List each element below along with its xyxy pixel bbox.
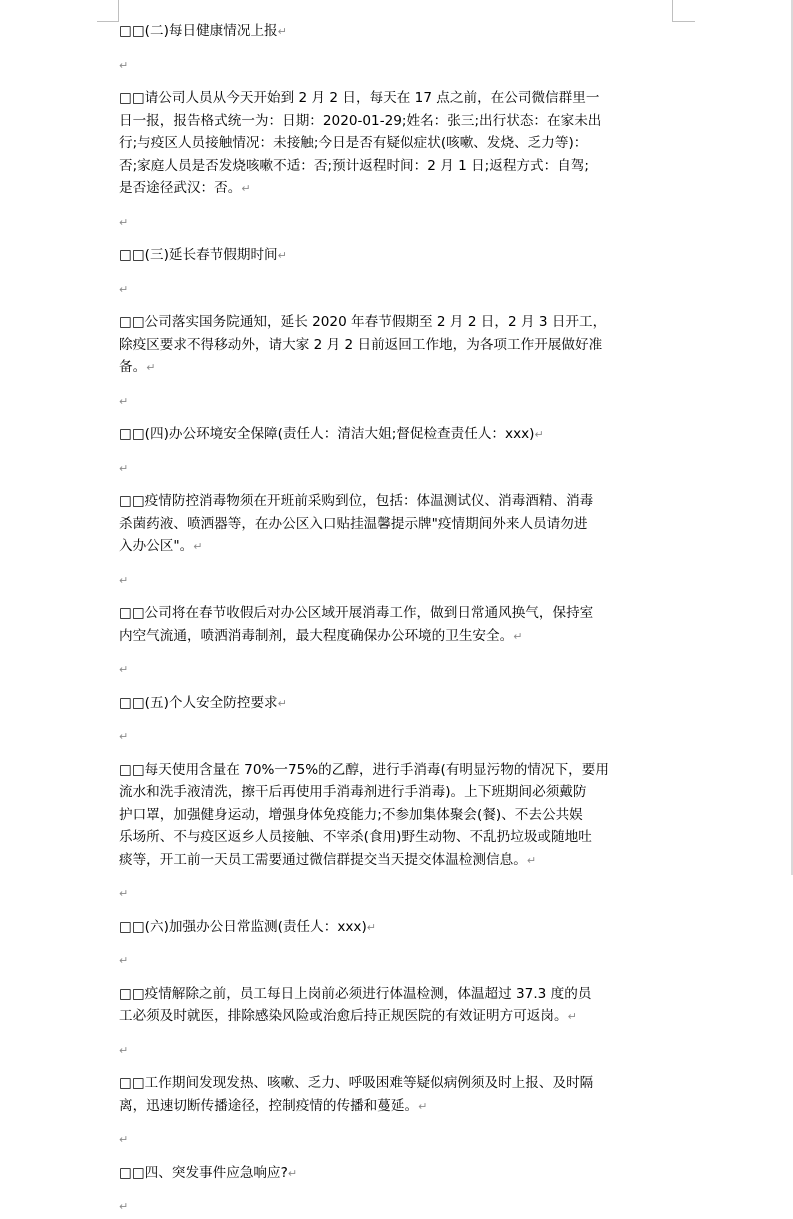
- line-text: □□四、突发事件应急响应?: [119, 1164, 288, 1181]
- paragraph-mark-icon: ↵: [277, 25, 287, 38]
- empty-paragraph: [119, 1195, 679, 1218]
- text-line: [119, 1039, 679, 1062]
- document-body[interactable]: [119, 20, 679, 1218]
- paragraph-spacing: [119, 200, 679, 211]
- text-line: [119, 781, 679, 804]
- line-text: □□(五)个人安全防控要求: [119, 694, 278, 711]
- paragraph-mark-icon: ↵: [146, 361, 156, 374]
- paragraph-mark-icon: ↵: [366, 920, 376, 934]
- paragraph-spacing: [119, 1151, 679, 1162]
- paragraph-mark-icon: ↵: [119, 573, 129, 587]
- paragraph-spacing: [119, 714, 679, 725]
- line-text: □□疫情防控消毒物须在开班前采购到位，包括：体温测试仪、消毒酒精、消毒: [119, 493, 594, 509]
- text-line: [119, 54, 679, 77]
- paragraph-mark-icon: ↵: [119, 215, 129, 229]
- text-line: [119, 1195, 679, 1218]
- text-line: [119, 1128, 679, 1151]
- paragraph-spacing: [119, 1028, 679, 1039]
- paragraph-spacing: [119, 681, 679, 692]
- paragraph-spacing: [119, 1184, 679, 1195]
- paragraph-spacing: [119, 558, 679, 569]
- text-line: [119, 244, 679, 267]
- line-text: 杀菌药液、喷洒器等，在办公区入口贴挂温馨提示牌"疫情期间外来人员请勿进: [119, 515, 588, 532]
- text-line: [119, 211, 679, 234]
- text-line: [119, 882, 679, 905]
- text-line: [119, 658, 679, 681]
- paragraph-spacing: [119, 479, 679, 490]
- text-line: [119, 826, 679, 849]
- empty-paragraph: [119, 882, 679, 905]
- text-line: [119, 849, 679, 872]
- paragraph-mark-icon: ↵: [193, 540, 203, 553]
- paragraph-spacing: [119, 938, 679, 949]
- line-text: 行;与疫区人员接触情况：未接触;今日是否有疑似症状(咳嗽、发烧、乏力等)：: [119, 135, 588, 151]
- line-text: 流水和洗手液清洗，擦干后再使用手消毒剂进行手消毒)。上下班期间必须戴防: [119, 784, 587, 800]
- paragraph-mark-icon: ↵: [241, 182, 251, 195]
- line-text: □□公司将在春节收假后对办公区域开展消毒工作，做到日常通风换气，保持室: [119, 605, 594, 621]
- text-line: [119, 535, 679, 558]
- paragraph-spacing: [119, 233, 679, 244]
- text-line: [119, 1162, 679, 1185]
- text-line: [119, 1005, 679, 1028]
- paragraph-spacing: [119, 76, 679, 87]
- line-text: □□请公司人员从今天开始到 2 月 2 日，每天在 17 点之前，在公司微信群里一: [119, 90, 600, 106]
- paragraph: [119, 490, 679, 558]
- paragraph-spacing: [119, 267, 679, 278]
- paragraph-mark-icon: ↵: [119, 394, 129, 408]
- text-line: [119, 949, 679, 972]
- text-line: [119, 692, 679, 715]
- paragraph-spacing: [119, 43, 679, 54]
- margin-corner-right-vertical: [672, 0, 673, 22]
- line-text: □□疫情解除之前，员工每日上岗前必须进行体温检测，体温超过 37.3 度的员: [119, 985, 592, 1002]
- paragraph-mark-icon: ↵: [277, 696, 287, 710]
- paragraph: [119, 311, 679, 379]
- paragraph-mark-icon: ↵: [119, 663, 129, 676]
- paragraph: [119, 692, 679, 715]
- paragraph-spacing: [119, 591, 679, 602]
- paragraph-mark-icon: ↵: [418, 1099, 428, 1113]
- text-line: [119, 1072, 679, 1095]
- paragraph-spacing: [119, 748, 679, 759]
- line-text: 护口罩，加强健身运动，增强身体免疫能力;不参加集体聚会(餐)、不去公共娱: [119, 806, 583, 823]
- text-line: [119, 513, 679, 536]
- empty-paragraph: [119, 949, 679, 972]
- text-line: [119, 1095, 679, 1118]
- paragraph-mark-icon: ↵: [119, 954, 129, 967]
- text-line: [119, 983, 679, 1006]
- text-line: [119, 390, 679, 413]
- empty-paragraph: [119, 457, 679, 480]
- paragraph: [119, 244, 679, 267]
- paragraph-spacing: [119, 446, 679, 457]
- text-line: [119, 87, 679, 110]
- line-text: 痰等，开工前一天员工需要通过微信群提交当天提交体温检测信息。: [119, 851, 527, 868]
- empty-paragraph: [119, 278, 679, 301]
- line-text: □□每天使用含量在 70%一75%的乙醇，进行手消毒(有明显污物的情况下，要用: [119, 761, 609, 778]
- text-line: [119, 625, 679, 648]
- paragraph-mark-icon: ↵: [119, 1133, 129, 1146]
- paragraph-mark-icon: ↵: [287, 1166, 298, 1180]
- text-line: [119, 457, 679, 480]
- line-text: 日一报，报告格式统一为：日期：2020-01-29;姓名：张三;出行状态：在家未出: [119, 112, 602, 129]
- paragraph-mark-icon: ↵: [119, 887, 129, 900]
- empty-paragraph: [119, 1128, 679, 1151]
- margin-corner-left-horizontal: [97, 21, 119, 22]
- paragraph: [119, 423, 679, 446]
- paragraph-spacing: [119, 871, 679, 882]
- paragraph: [119, 983, 679, 1028]
- paragraph-spacing: [119, 1061, 679, 1072]
- paragraph-mark-icon: ↵: [526, 853, 537, 867]
- empty-paragraph: [119, 1039, 679, 1062]
- line-text: 备。: [119, 359, 147, 375]
- line-text: 离，迅速切断传播途径，控制疫情的传播和蔓延。: [119, 1097, 419, 1114]
- paragraph-spacing: [119, 1117, 679, 1128]
- text-line: [119, 804, 679, 827]
- text-line: [119, 423, 679, 446]
- paragraph-spacing: [119, 300, 679, 311]
- paragraph-mark-icon: ↵: [119, 730, 129, 743]
- line-text: □□公司落实国务院通知，延长 2020 年春节假期至 2 月 2 日，2 月 3 日开工，: [119, 314, 607, 330]
- line-text: 内空气流通，喷洒消毒制剂，最大程度确保办公环境的卫生安全。: [119, 627, 514, 644]
- paragraph-mark-icon: ↵: [277, 249, 287, 262]
- text-line: [119, 569, 679, 592]
- paragraph-mark-icon: ↵: [567, 1010, 577, 1023]
- line-text: □□工作期间发现发热、咳嗽、乏力、呼吸困难等疑似病例须及时上报、及时隔: [119, 1075, 594, 1091]
- empty-paragraph: [119, 569, 679, 592]
- empty-paragraph: [119, 658, 679, 681]
- paragraph: [119, 759, 679, 872]
- text-line: [119, 916, 679, 939]
- text-line: [119, 725, 679, 748]
- text-line: [119, 356, 679, 379]
- text-line: [119, 155, 679, 178]
- paragraph-spacing: [119, 412, 679, 423]
- empty-paragraph: [119, 54, 679, 77]
- empty-paragraph: [119, 211, 679, 234]
- paragraph-mark-icon: ↵: [119, 1043, 129, 1057]
- line-text: □□(六)加强办公日常监测(责任人：xxx): [119, 918, 367, 935]
- line-text: □□(四)办公环境安全保障(责任人：清洁大姐;督促检查责任人：xxx): [119, 426, 535, 442]
- paragraph-spacing: [119, 905, 679, 916]
- paragraph: [119, 1162, 679, 1185]
- margin-corner-left-vertical: [118, 0, 119, 22]
- line-text: 否;家庭人员是否发烧咳嗽不适：否;预计返程时间：2 月 1 日;返程方式：自驾;: [119, 157, 589, 174]
- text-line: [119, 311, 679, 334]
- paragraph: [119, 87, 679, 200]
- text-line: [119, 177, 679, 200]
- paragraph-spacing: [119, 647, 679, 658]
- line-text: 除疫区要求不得移动外，请大家 2 月 2 日前返回工作地，为各项工作开展做好准: [119, 336, 603, 353]
- paragraph-spacing: [119, 379, 679, 390]
- paragraph: [119, 916, 679, 939]
- paragraph-mark-icon: ↵: [119, 1200, 129, 1213]
- empty-paragraph: [119, 725, 679, 748]
- line-text: 入办公区"。: [119, 538, 194, 554]
- line-text: □□(三)延长春节假期时间: [119, 247, 278, 263]
- paragraph-mark-icon: ↵: [119, 282, 129, 296]
- line-text: □□(二)每日健康情况上报: [119, 23, 278, 39]
- text-line: [119, 602, 679, 625]
- paragraph-mark-icon: ↵: [513, 629, 523, 643]
- text-line: [119, 334, 679, 357]
- line-text: 工必须及时就医，排除感染风险或治愈后持正规医院的有效证明方可返岗。: [119, 1008, 568, 1024]
- paragraph: [119, 20, 679, 43]
- text-line: [119, 20, 679, 43]
- paragraph-mark-icon: ↵: [119, 461, 129, 475]
- paragraph-mark-icon: ↵: [119, 58, 129, 72]
- text-line: [119, 132, 679, 155]
- paragraph: [119, 602, 679, 647]
- text-line: [119, 759, 679, 782]
- text-line: [119, 490, 679, 513]
- text-line: [119, 110, 679, 133]
- line-text: 是否途径武汉：否。: [119, 180, 242, 196]
- paragraph-mark-icon: ↵: [534, 428, 544, 441]
- paragraph: [119, 1072, 679, 1117]
- line-text: 乐场所、不与疫区返乡人员接触、不宰杀(食用)野生动物、不乱扔垃圾或随地吐: [119, 829, 592, 845]
- empty-paragraph: [119, 390, 679, 413]
- paragraph-spacing: [119, 972, 679, 983]
- text-line: [119, 278, 679, 301]
